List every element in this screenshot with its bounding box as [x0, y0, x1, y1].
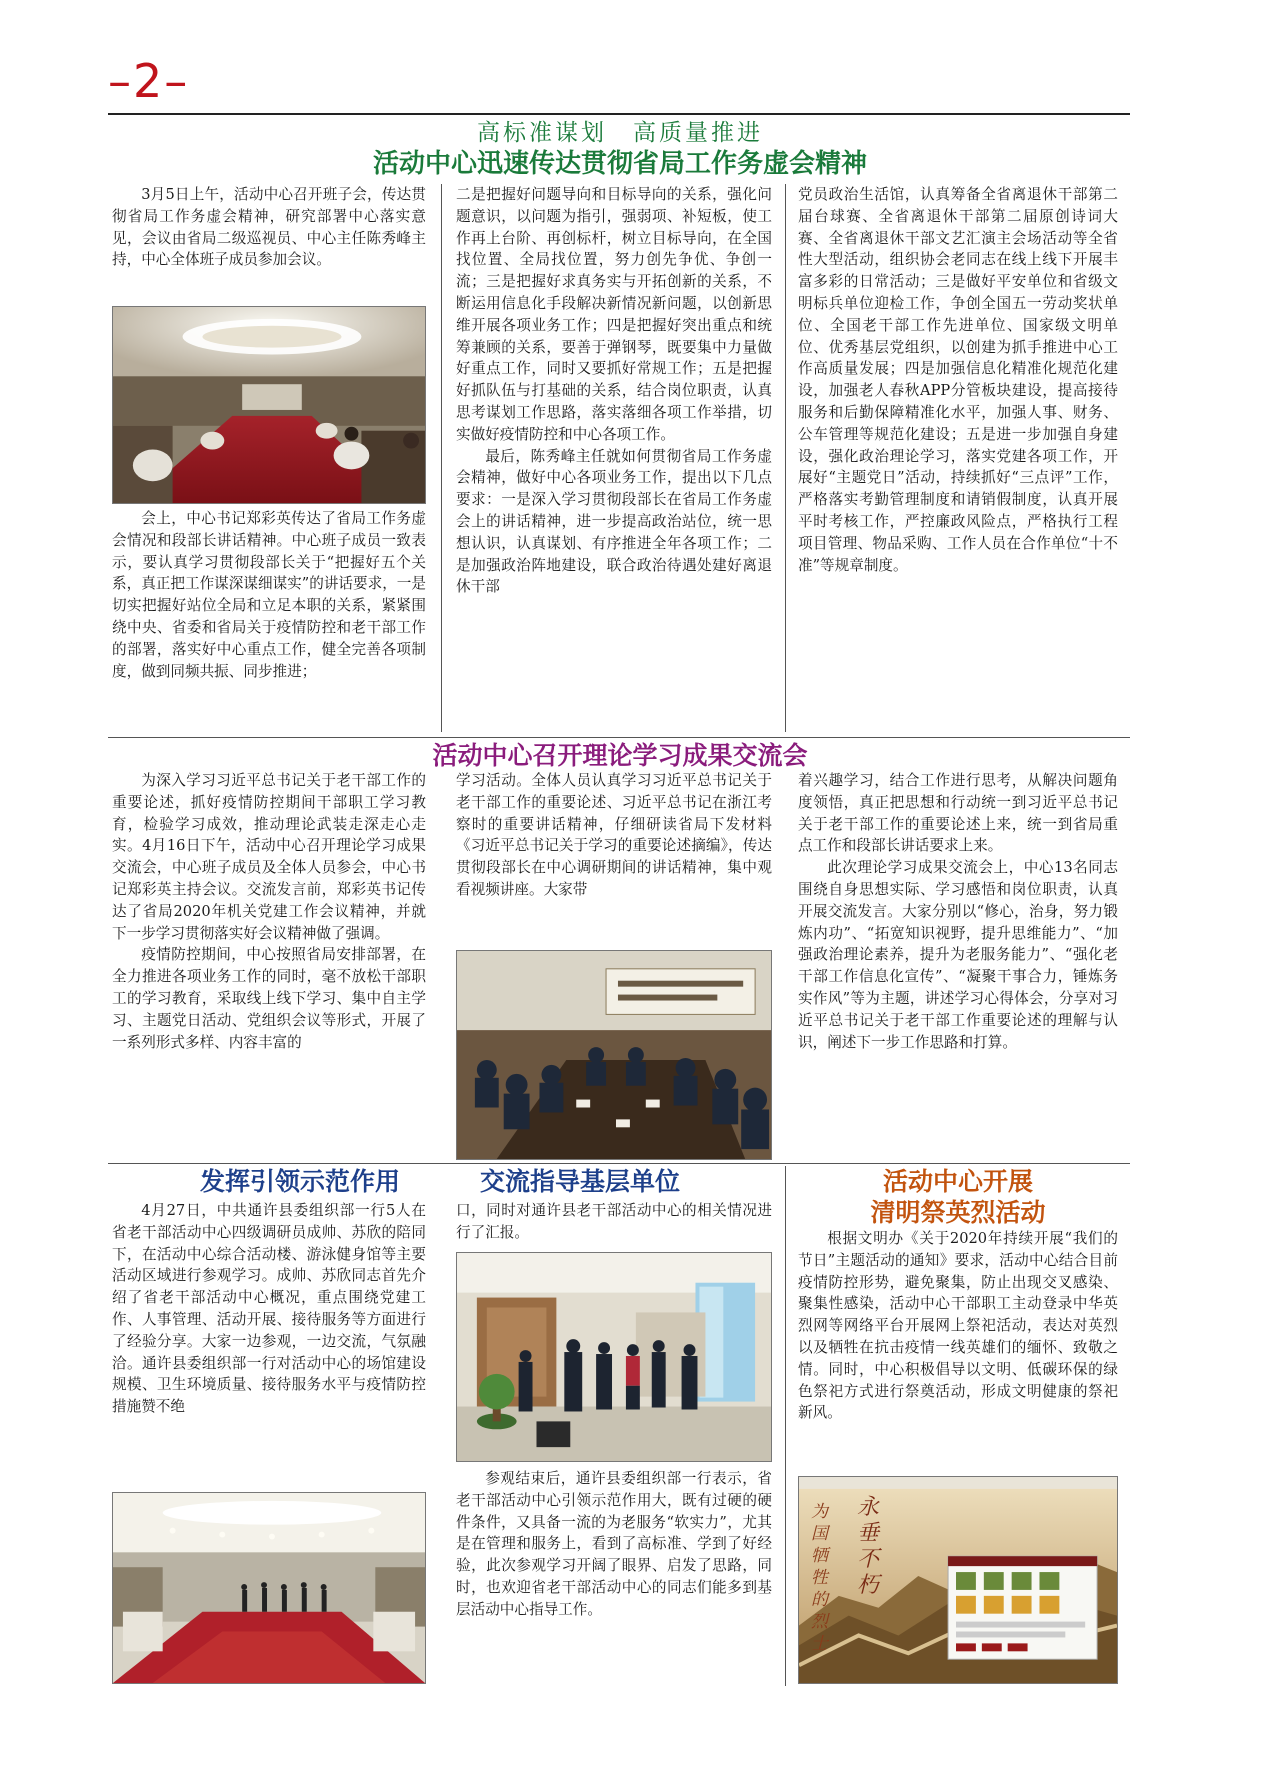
section2-col3 [798, 770, 1118, 1160]
section1-col3-text: 党员政治生活馆，认真筹备全省离退休干部第二届台球赛、全省离退休干部第二届原创诗词大赛、全省离退休干部文艺汇演主会场活动等全省性大型活动，组织协会老同志在线上线下开展丰富多彩的日常活动；三是做好平安单位和省级文明标兵单位迎检工作，争创全国五一劳动奖状单位、全国老干部工作先进单位、国家级文明单位、优秀基层党组织，以创建为抓手推进中心工作高质量发展；四是加强信息化精准化规范化建设，加强老人春秋APP分管板块建设，提高接待服务和后勤保障精准化水平，加强人事、财务、公车管理等规范化建设；五是进一步加强自身建设，强化政治理论学习，落实党建各项工作，开展好“主题党日”活动，持续抓好“三点评”工作，严格落实考勤管理制度和请销假制度，认真开展平时考核工作，严控廉政风险点，严格执行工程项目管理、物品采购、工作人员在合作单位“十不准”等规章制度。 [798, 186, 1118, 574]
section1-col1a-text: 3月5日上午，活动中心召开班子会，传达贯彻省局工作务虚会精神，研究部署中心落实意见，会议由省局二级巡视员、中心主任陈秀峰主持，中心全体班子成员参加会议。 [112, 186, 426, 269]
section2-col2-text: 学习活动。全体人员认真学习习近平总书记关于老干部工作的重要论述、习近平总书记在浙江考察时的重要讲话精神，仔细研读省局下发材料《习近平总书记关于学习的重要论述摘编》，传达贯彻段部长在中心调研期间的讲话精神，集中观看视频讲座。大家带 [456, 772, 772, 898]
header-rule [108, 113, 1130, 115]
section4-body-text: 根据文明办《关于2020年持续开展“我们的节日”主题活动的通知》要求，活动中心结合目前疫情防控形势，避免聚集，防止出现交叉感染、聚集性感染，活动中心干部职工主动登录中华英烈网等网络平台开展网上祭祀活动，表达对英烈以及牺牲在抗击疫情一线英雄们的缅怀、致敬之情。同时，中心积极倡导以文明、低碳环保的绿色祭祀方式进行祭奠活动，形成文明健康的祭祀新风。 [798, 1230, 1118, 1422]
lobby-visit-illustration [113, 1493, 425, 1683]
section2-col1a-text: 为深入学习习近平总书记关于老干部工作的重要论述，抓好疫情防控期间干部职工学习教育，检验学习成效，推动理论武装走深走心走实。4月16日下午，活动中心召开理论学习成果交流会，中心班子成员及全体人员参会，中心书记郑彩英主持会议。交流发言前，郑彩英书记传达了省局2020年机关党建工作会议精神，并就下一步学习贯彻落实好会议精神做了强调。 [112, 772, 426, 942]
section1-col1a [112, 184, 426, 302]
section1-col2a-text: 二是把握好问题导向和目标导向的关系，强化问题意识，以问题为指引，强弱项、补短板，使工作再上台阶、再创标杆，树立目标导向，在全国找位置、全局找位置，努力创先争优、争创一流；三是把握好求真务实与开拓创新的关系，不断运用信息化手段解决新情况新问题，以创新思维开展各项业务工作；四是把握好突出重点和统筹兼顾的关系，要善于弹钢琴，既要集中力量做好重点工作，同时又要抓好常规工作；五是把握好抓队伍与打基础的关系，结合岗位职责，认真思考谋划工作思路，落实落细各项工作举措，切实做好疫情防控和中心各项工作。 [456, 186, 772, 443]
section2-col1 [112, 770, 426, 1160]
section3-col2a-text: 口，同时对通许县老干部活动中心的相关情况进行了汇报。 [456, 1202, 772, 1241]
section1-col1b-text: 会上，中心书记郑彩英传达了省局工作务虚会情况和段部长讲话精神。中心班子成员一致表示，要认真学习贯彻段部长关于“把握好五个关系，真正把工作谋深谋细谋实”的讲话要求，一是切实把握好站位全局和立足本职的关系，紧紧围绕中央、省委和省局关于疫情防控和老干部工作的部署，落实好中心重点工作，健全完善各项制度，做到同频共振、同步推进； [112, 510, 426, 680]
section3-col1 [112, 1200, 426, 1488]
section1-col1b [112, 508, 426, 734]
study-session-illustration [457, 951, 771, 1159]
section1-col2 [456, 184, 772, 734]
section3-col2a [456, 1200, 772, 1246]
col-divider-1 [441, 184, 442, 732]
col-divider-3 [785, 1166, 786, 1686]
section3-title-left-text: 发挥引领示范作用 [199, 1167, 400, 1196]
lobby-visit-photo [112, 1492, 426, 1684]
poster-calligraphy-left: 为国牺牲的烈士 [811, 1502, 828, 1654]
section-divider-1 [108, 737, 1130, 738]
study-session-photo [456, 950, 772, 1160]
section2-col3a-text: 着兴趣学习，结合工作进行思考，从解决问题角度领悟，真正把思想和行动统一到习近平总书记关于老干部工作的重要论述上来，统一到省局重点工作和段部长讲话要求上来。 [798, 772, 1118, 855]
section3-title-right [440, 1168, 720, 1197]
meeting-room-illustration [113, 307, 425, 503]
meeting-room-photo [112, 306, 426, 504]
col-divider-2 [785, 184, 786, 732]
section1-col2b-text: 最后，陈秀峰主任就如何贯彻省局工作务虚会精神，做好中心各项业务工作，提出以下几点要求：一是深入学习贯彻段部长在省局工作务虚会上的讲话精神，进一步提高政治站位，统一思想认识，认真谋划、有序推进全年各项工作；二是加强政治阵地建设，联合政治待遇处建好离退休干部 [456, 447, 772, 596]
section1-title [260, 150, 980, 180]
section2-title [300, 742, 940, 771]
section4-title-line2: 清明祭英烈活动 [870, 1198, 1046, 1228]
section2-col1b-text: 疫情防控期间，中心按照省局安排部署，在全力推进各项业务工作的同时，毫不放松干部职工的学习教育，采取线上线下学习、集中自主学习、主题党日活动、党组织会议等形式，开展了一系列形式多样、内容丰富的 [112, 946, 426, 1051]
page-number: –2– [108, 54, 190, 108]
delegation-tour-photo [456, 1252, 772, 1462]
delegation-tour-illustration [457, 1253, 771, 1461]
section1-kicker [380, 120, 860, 146]
section2-col3b-text: 此次理论学习成果交流会上，中心13名同志围绕自身思想实际、学习感悟和岗位职责，认真开展交流发言。大家分别以“修心，治身，努力锻炼内功”、“拓宽知识视野，提升思维能力”、“加强政治理论素养，提升为老服务能力”、“强化老干部工作信息化宣传”、“凝聚干事合力，锤炼务实作风”等为主题，讲述学习心得体会，分享对习近平总书记关于老干部工作重要论述的理解与认识，阐述下一步工作思路和打算。 [798, 859, 1118, 1051]
section4-title [800, 1166, 1116, 1229]
section1-kicker-text: 高标准谋划 高质量推进 [477, 120, 763, 146]
section4-body [798, 1228, 1118, 1472]
section2-title-text: 活动中心召开理论学习成果交流会 [432, 741, 808, 770]
section1-title-text: 活动中心迅速传达贯彻省局工作务虚会精神 [372, 149, 867, 179]
section3-col2b-text: 参观结束后，通许县委组织部一行表示，省老干部活动中心引领示范作用大，既有过硬的硬件条件，又具备一流的为老服务“软实力”，尤其是在管理和服务上，看到了高标准、学到了好经验，此次参观学习开阔了眼界、启发了思路，同时，也欢迎省老干部活动中心的同志们能多到基层活动中心指导工作。 [456, 1470, 772, 1618]
section3-title-right-text: 交流指导基层单位 [479, 1167, 680, 1196]
section2-col2 [456, 770, 772, 946]
section-divider-2 [108, 1163, 1130, 1164]
memorial-website-screenshot [798, 1476, 1118, 1684]
section3-col1-text: 4月27日，中共通许县委组织部一行5人在省老干部活动中心四级调研员成帅、苏欣的陪同下，在活动中心综合活动楼、游泳健身馆等主要活动区域进行参观学习。成帅、苏欣同志首先介绍了省老干部活动中心概况，重点围绕党建工作、人事管理、活动开展、接待服务等方面进行了经验分享。大家一边参观，一边交流，气氛融洽。通许县委组织部一行对活动中心的场馆建设规模、卫生环境质量、接待服务水平与疫情防控措施赞不绝 [112, 1202, 426, 1416]
section1-col3 [798, 184, 1118, 734]
poster-calligraphy-right: 永垂不朽 [857, 1495, 880, 1598]
section3-col2b [456, 1468, 772, 1684]
section4-title-line1: 活动中心开展 [882, 1167, 1033, 1196]
memorial-website-illustration [799, 1477, 1117, 1683]
section3-title-left [160, 1168, 440, 1197]
